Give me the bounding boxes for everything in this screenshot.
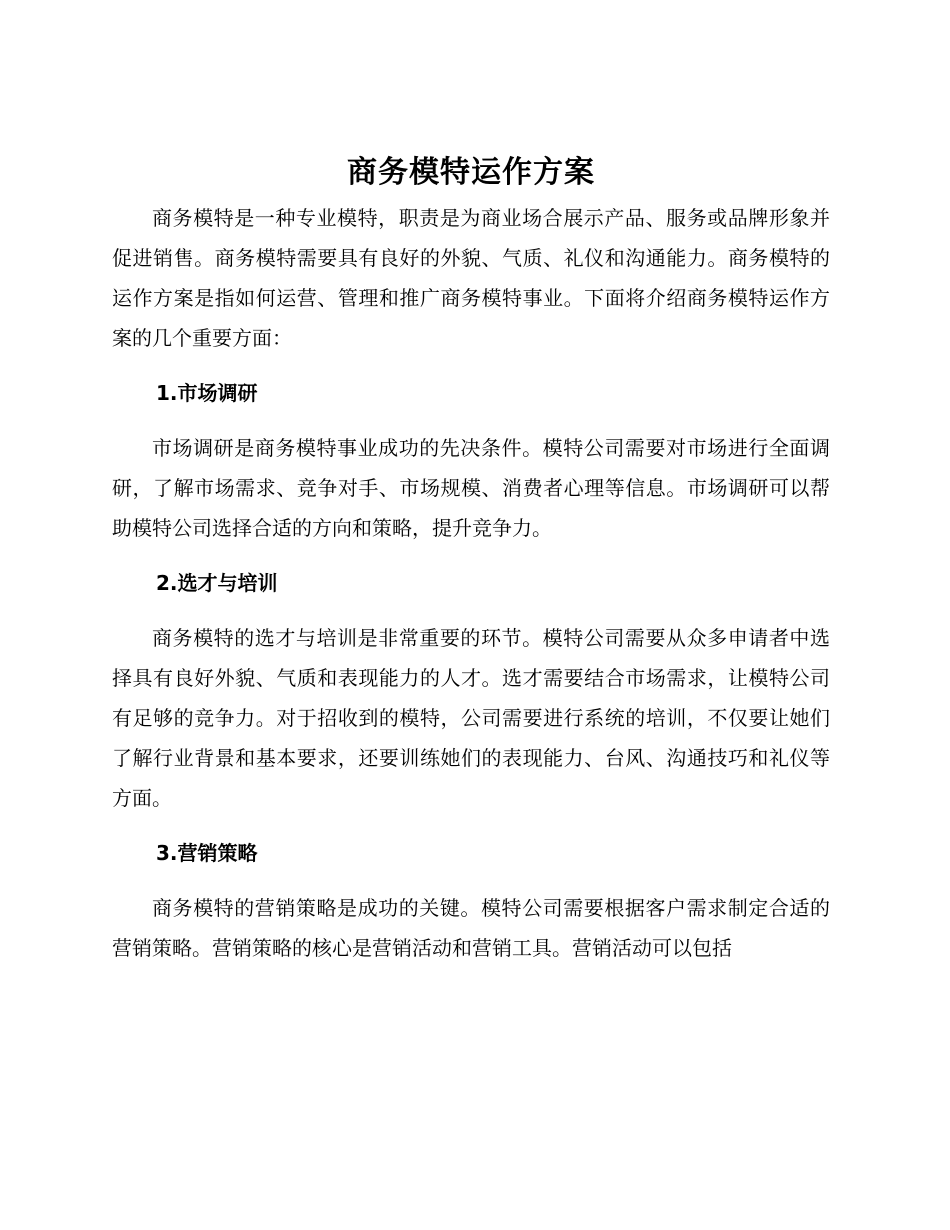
section-heading-market-research: 1.市场调研 xyxy=(156,381,258,405)
section-heading-selection-training: 2.选才与培训 xyxy=(156,571,278,595)
section-body-market-research: 市场调研是商务模特事业成功的先决条件。模特公司需要对市场进行全面调研，了解市场需求、竞争对手、市场规模、消费者心理等信息。市场调研可以帮助模特公司选择合适的方向和策略，提升竞争力。 xyxy=(112,436,830,540)
section-body-marketing-strategy: 商务模特的营销策略是成功的关键。模特公司需要根据客户需求制定合适的营销策略。营销策略的核心是营销活动和营销工具。营销活动可以包括 xyxy=(112,896,830,960)
section-body-selection-training: 商务模特的选才与培训是非常重要的环节。模特公司需要从众多申请者中选择具有良好外貌、气质和表现能力的人才。选才需要结合市场需求，让模特公司有足够的竞争力。对于招收到的模特，公司需要进行系统的培训，不仅要让她们了解行业背景和基本要求，还要训练她们的表现能力、台风、沟通技巧和礼仪等方面。 xyxy=(112,626,830,810)
document-title: 商务模特运作方案 xyxy=(347,155,595,190)
document-page xyxy=(112,150,830,968)
intro-paragraph: 商务模特是一种专业模特，职责是为商业场合展示产品、服务或品牌形象并促进销售。商务模特需要具有良好的外貌、气质、礼仪和沟通能力。商务模特的运作方案是指如何运营、管理和推广商务模特事业。下面将介绍商务模特运作方案的几个重要方面： xyxy=(112,206,830,350)
section-heading-marketing-strategy: 3.营销策略 xyxy=(156,841,258,865)
